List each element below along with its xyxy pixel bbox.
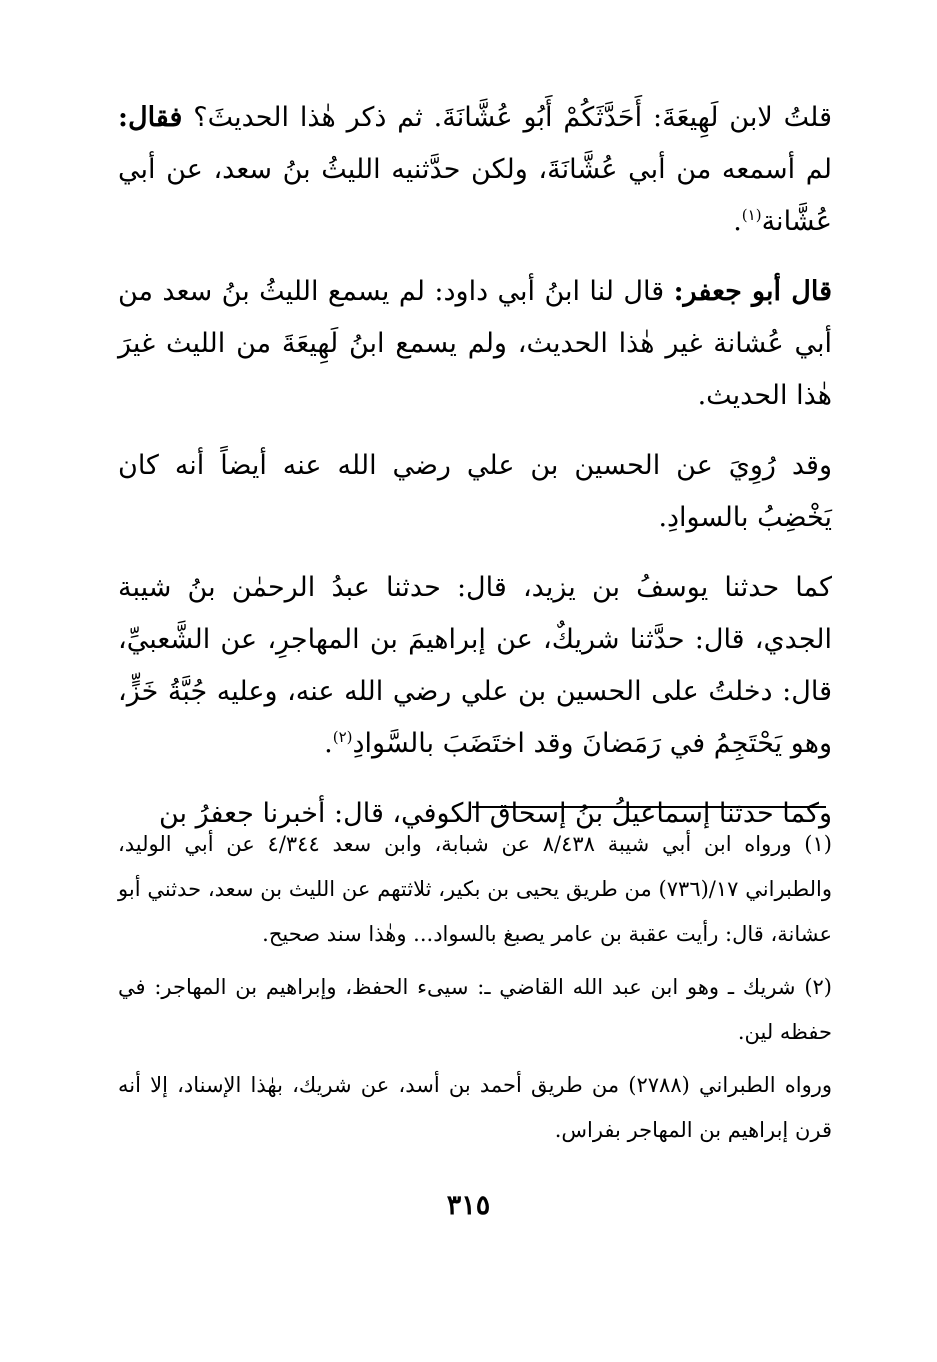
paragraph-1 [118, 92, 832, 248]
footnote-2: (٢) شريك ـ وهو ابن عبد الله القاضي ـ: سيىء الحفظ، وإبراهيم بن المهاجر: في حفظه لين. [118, 975, 832, 1044]
page-number: ٣١٥ [446, 1190, 491, 1221]
paragraph-5-text: وكما حدثنا إسماعيلُ بنُ إسحاق الكوفي، قال: أخبرنا جعفرُ بن [158, 798, 832, 829]
paragraph-4 [118, 562, 832, 770]
paragraph-2-text: قال لنا ابنُ أبي داود: لم يسمع الليثُ بنُ سعد من أبي عُشانة غير هٰذا الحديث، ولم يسمع ابنُ لَهِيعَةَ من الليث غيرَ هٰذا الحديث. [118, 276, 832, 411]
paragraph-3-text: وقد رُوِيَ عن الحسين بن علي رضي الله عنه أيضاً أنه كان يَخْضِبُ بالسوادِ. [118, 450, 832, 533]
footnote-ref-2[interactable]: (٢) [332, 728, 353, 746]
footnote-2-continued: ورواه الطبراني (٢٧٨٨) من طريق أحمد بن أسد، عن شريك، بهٰذا الإسناد، إلا أنه قرن إبراهيم بن المهاجر بفراس. [118, 1073, 832, 1142]
footnotes [118, 822, 832, 1161]
paragraph-2 [118, 266, 832, 422]
footnote-1: (١) ورواه ابن أبي شيبة ٨/٤٣٨ عن شبابة، وابن سعد ٤/٣٤٤ عن أبي الوليد، والطبراني ١٧/(٧٣٦) من طريق يحيى بن بكير، ثلاثتهم عن الليث بن سعد، حدثني أبو عشانة، قال: رأيت عقبة بن عامر يصبغ بالسواد... وهٰذا سند صحيح. [118, 832, 832, 946]
footnote-divider [472, 806, 826, 808]
paragraph-1-bold: فقال: [118, 102, 183, 133]
paragraph-4-text: كما حدثنا يوسفُ بن يزيد، قال: حدثنا عبدُ الرحمٰن بنُ شيبة الجدي، قال: حدَّثنا شريكٌ، عن إبراهيمَ بن المهاجرِ، عن الشَّعبيِّ، قال: دخلتُ على الحسين بن علي رضي الله عنه، وعليه جُبَّةُ خَزٍّ، وهو يَحْتَجِمُ في رَمَضانَ وقد اختَضَبَ بالسَّوادِ [118, 572, 832, 759]
footnote-ref-1[interactable]: (١) [741, 206, 762, 224]
paragraph-1-text: قلتُ لابن لَهِيعَةَ: أَحَدَّثَكُمْ أَبُو عُشَّانَةَ. ثم ذكر هٰذا الحديثَ؟ [193, 102, 832, 133]
paragraph-4-end: . [324, 728, 333, 759]
paragraph-1-end: . [733, 206, 742, 237]
paragraph-3 [118, 440, 832, 544]
main-text [118, 92, 832, 858]
paragraph-1-rest: لم أسمعه من أبي عُشَّانَةَ، ولكن حدَّثنيه الليثُ بنُ سعد، عن أبي عُشَّانة [118, 154, 832, 237]
speaker-label: قال أبو جعفر: [673, 276, 832, 307]
